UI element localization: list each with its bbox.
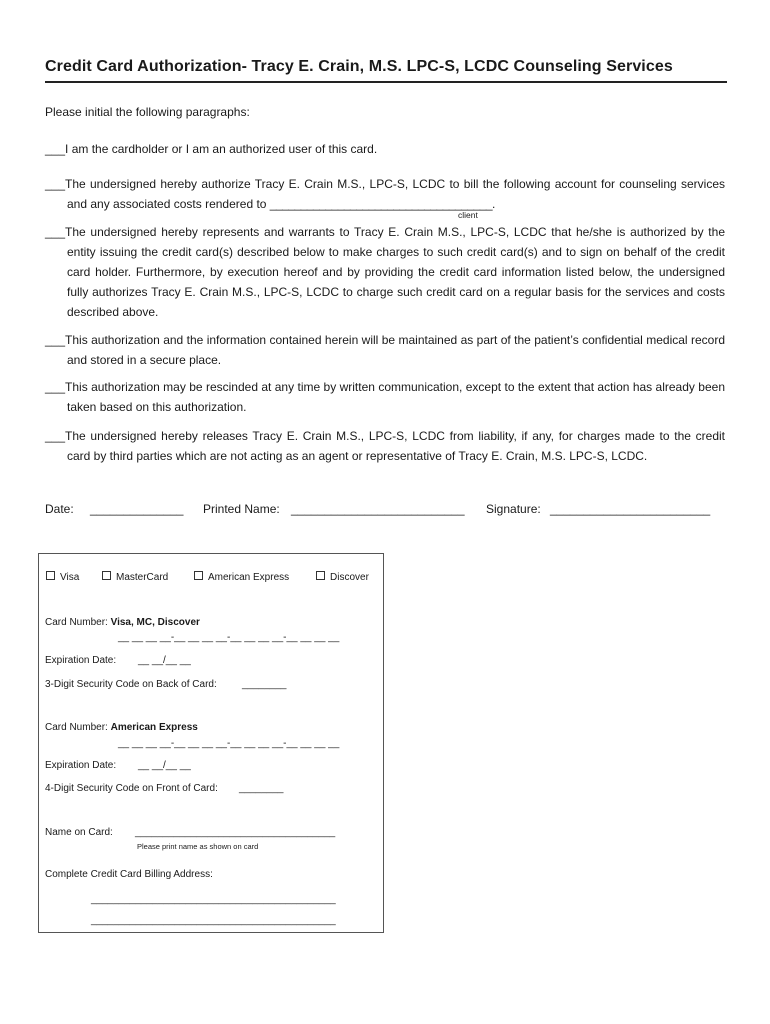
discover-option[interactable] bbox=[316, 571, 369, 583]
date-label: Date: bbox=[45, 502, 74, 516]
billing-address-line-1[interactable]: ____________________________________________ bbox=[91, 894, 336, 905]
expiration-label-1: Expiration Date: bbox=[45, 655, 117, 666]
billing-address-line-2[interactable]: ____________________________________________ bbox=[91, 915, 336, 926]
visa-option[interactable] bbox=[46, 571, 79, 583]
visa-label: Visa bbox=[60, 572, 80, 583]
visa-checkbox[interactable] bbox=[46, 571, 55, 580]
card-number-label-2: Card Number: bbox=[45, 722, 108, 733]
signature-field[interactable]: ________________________ bbox=[550, 502, 711, 516]
form-title: Credit Card Authorization- Tracy E. Crain, M.S. LPC-S, LCDC Counseling Services bbox=[45, 58, 727, 83]
paragraph-warranty: ___The undersigned hereby represents and warrants to Tracy E. Crain M.S., LPC-S, LCDC that he/she is authorized by the entity issuing the credit card(s) described below to make charges to such credit card(s) and to sign on behalf of the credit card holder. Furthermore, by execution hereof and by providing the credit card information listed below, the undersigned fully authorizes Tracy E. Crain M.S., LPC-S, LCDC to charge such credit card on a regular basis for the services and costs described above. bbox=[45, 225, 725, 319]
paragraph-liability: ___The undersigned hereby releases Tracy E. Crain M.S., LPC-S, LCDC from liability, if any, for charges made to the credit card by third parties which are not acting as an agent or representative of Tracy E. Crain, M.S. LPC-S, LCDC. bbox=[45, 429, 725, 463]
paragraph-confidentiality: ___This authorization and the information contained herein will be maintained as part of the patient’s confidential medical record and stored in a secure place. bbox=[45, 333, 725, 367]
amex-checkbox[interactable] bbox=[194, 571, 203, 580]
client-note: client bbox=[458, 210, 478, 220]
billing-address-label: Complete Credit Card Billing Address: bbox=[45, 869, 213, 880]
client-blank[interactable]: ____________________________________. bbox=[269, 197, 495, 211]
security-code-field-1[interactable]: ________ bbox=[242, 679, 287, 690]
name-on-card-label: Name on Card: bbox=[45, 827, 113, 838]
security-code-field-2[interactable]: ________ bbox=[239, 783, 284, 794]
paragraph-billing-authorization bbox=[45, 174, 725, 214]
card-number-row-1 bbox=[45, 617, 200, 628]
expiration-field-1[interactable]: __ __/__ __ bbox=[138, 655, 191, 666]
security-code-label-1: 3-Digit Security Code on Back of Card: bbox=[45, 679, 217, 690]
discover-checkbox[interactable] bbox=[316, 571, 325, 580]
amex-label: American Express bbox=[208, 572, 290, 583]
name-on-card-field[interactable]: ____________________________________ bbox=[135, 827, 336, 838]
name-on-card-note: Please print name as shown on card bbox=[137, 842, 259, 851]
expiration-field-2[interactable]: __ __/__ __ bbox=[138, 760, 191, 771]
signature-label: Signature: bbox=[486, 502, 541, 516]
expiration-label-2: Expiration Date: bbox=[45, 760, 117, 771]
card-number-field-1[interactable]: __ __ __ __-__ __ __ __-__ __ __ __-__ __ __ __ bbox=[118, 632, 340, 643]
date-field[interactable]: ______________ bbox=[90, 502, 184, 516]
printed-name-field[interactable]: __________________________ bbox=[291, 502, 465, 516]
intro-text: Please initial the following paragraphs: bbox=[45, 105, 250, 119]
card-types-visa-mc-discover: Visa, MC, Discover bbox=[110, 617, 200, 628]
mastercard-checkbox[interactable] bbox=[102, 571, 111, 580]
printed-name-label: Printed Name: bbox=[203, 502, 280, 516]
card-number-row-2 bbox=[45, 722, 198, 733]
mastercard-option[interactable] bbox=[102, 571, 168, 583]
paragraph-cardholder: ___I am the cardholder or I am an authorized user of this card. bbox=[45, 142, 378, 156]
card-types-amex: American Express bbox=[110, 722, 198, 733]
security-code-label-2: 4-Digit Security Code on Front of Card: bbox=[45, 783, 218, 794]
paragraph-billing-text: ___The undersigned hereby authorize Tracy E. Crain M.S., LPC-S, LCDC to bill the following account for counseling services and any associated costs rendered to bbox=[45, 177, 725, 211]
card-info-box bbox=[38, 553, 384, 933]
discover-label: Discover bbox=[330, 572, 369, 583]
mastercard-label: MasterCard bbox=[116, 572, 169, 583]
card-number-label-1: Card Number: bbox=[45, 617, 108, 628]
card-number-field-2[interactable]: __ __ __ __-__ __ __ __-__ __ __ __-__ __ __ __ bbox=[118, 738, 340, 749]
amex-option[interactable] bbox=[194, 571, 289, 583]
paragraph-rescind: ___This authorization may be rescinded at any time by written communication, except to the extent that action has already been taken based on this authorization. bbox=[45, 380, 725, 414]
